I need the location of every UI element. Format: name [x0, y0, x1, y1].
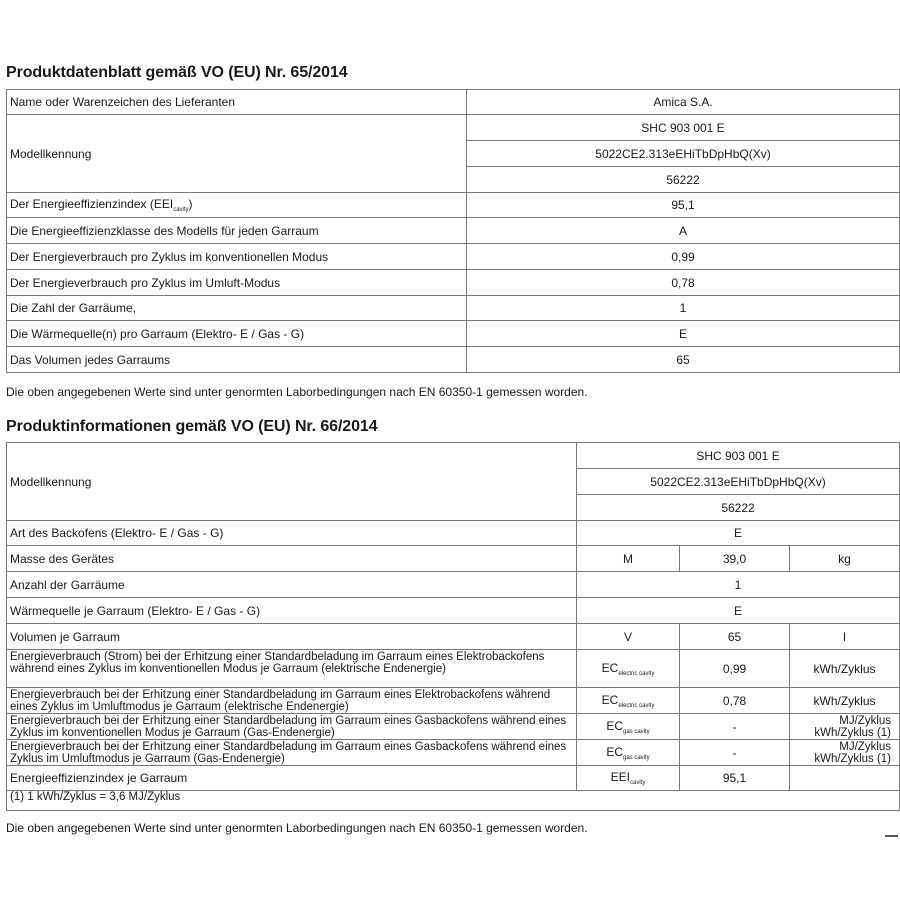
- sheet1-note: Die oben angegebenen Werte sind unter genormten Laborbedingungen nach EN 60350-1 gemessen worden.: [6, 385, 588, 399]
- table-row: [7, 740, 900, 766]
- table-row: [7, 193, 900, 218]
- row-symbol: $EC_{gas cavity}$: [577, 714, 680, 740]
- row-value: 65: [467, 347, 900, 373]
- row-value: Amica S.A.: [467, 90, 900, 115]
- sheet2-table: [6, 442, 900, 811]
- sheet2-note: Die oben angegebenen Werte sind unter genormten Laborbedingungen nach EN 60350-1 gemessen worden.: [6, 821, 588, 835]
- row-value: 0,99: [467, 244, 900, 270]
- row-unit: [790, 766, 900, 791]
- row-label: Name oder Warenzeichen des Lieferanten: [7, 90, 467, 115]
- row-label: Der Energieeffizienzindex $(EEI_{cavity})$: [7, 193, 467, 218]
- table-row: [7, 321, 900, 347]
- row-symbol: $EC_{gas cavity}$: [577, 740, 680, 766]
- row-label: Das Volumen jedes Garraums: [7, 347, 467, 373]
- row-label: Energieverbrauch (Strom) bei der Erhitzung einer Standardbeladung im Garraum eines Elektrobackofens während eines Zyklus im konventionellen Modus je Garraum (elektrische Endenergie): [7, 650, 577, 688]
- row-label: Volumen je Garraum: [7, 624, 577, 650]
- row-label: Die Energieeffizienzklasse des Modells für jeden Garraum: [7, 218, 467, 244]
- row-value: -: [680, 740, 790, 766]
- table-row: [7, 296, 900, 321]
- row-value: 0,78: [467, 270, 900, 296]
- row-label: Modellkennung: [7, 115, 467, 193]
- row-value: 1: [577, 572, 900, 598]
- table-row: [7, 650, 900, 688]
- page-edge-mark: [885, 835, 898, 837]
- row-symbol: $EC_{electric cavity}$: [577, 688, 680, 714]
- row-label: Anzahl der Garräume: [7, 572, 577, 598]
- table-row: [7, 766, 900, 791]
- model-value: 56222: [577, 495, 900, 521]
- row-value: 65: [680, 624, 790, 650]
- row-label: Energieverbrauch bei der Erhitzung einer Standardbeladung im Garraum eines Gasbackofens während eines Zyklus im konventionellen Modus je Garraum (Gas-Endenergie): [7, 714, 577, 740]
- row-value: 95,1: [467, 193, 900, 218]
- table-row: [7, 270, 900, 296]
- table-row: [7, 90, 900, 115]
- table-row: [7, 791, 900, 811]
- row-symbol: $EC_{electric cavity}$: [577, 650, 680, 688]
- row-symbol: V: [577, 624, 680, 650]
- row-unit: kg: [790, 546, 900, 572]
- row-value: 0,99: [680, 650, 790, 688]
- row-symbol: M: [577, 546, 680, 572]
- table-row: [7, 443, 900, 469]
- table-row: [7, 572, 900, 598]
- row-value: E: [577, 521, 900, 546]
- row-label: Energieverbrauch bei der Erhitzung einer Standardbeladung im Garraum eines Gasbackofens während eines Zyklus im Umluftmodus je Garraum (Gas-Endenergie): [7, 740, 577, 766]
- row-label: Die Zahl der Garräume,: [7, 296, 467, 321]
- model-value: 5022CE2.313eEHiTbDpHbQ(Xv): [577, 469, 900, 495]
- model-value: SHC 903 001 E: [467, 115, 900, 141]
- model-value: 56222: [467, 167, 900, 193]
- row-label: Die Wärmequelle(n) pro Garraum (Elektro- E / Gas - G): [7, 321, 467, 347]
- row-value: -: [680, 714, 790, 740]
- table-row: [7, 714, 900, 740]
- row-value: 0,78: [680, 688, 790, 714]
- row-label: Der Energieverbrauch pro Zyklus im Umluft-Modus: [7, 270, 467, 296]
- sheet1-table: [6, 89, 900, 373]
- table-row: [7, 521, 900, 546]
- row-label: Masse des Gerätes: [7, 546, 577, 572]
- row-label: Der Energieverbrauch pro Zyklus im konventionellen Modus: [7, 244, 467, 270]
- row-unit: MJ/Zyklus kWh/Zyklus (1): [790, 714, 900, 740]
- sheet1-title: Produktdatenblatt gemäß VO (EU) Nr. 65/2014: [6, 64, 348, 81]
- table-row: [7, 688, 900, 714]
- row-value: 1: [467, 296, 900, 321]
- table-row: [7, 218, 900, 244]
- row-unit: l: [790, 624, 900, 650]
- table-row: [7, 244, 900, 270]
- row-label: Energieverbrauch bei der Erhitzung einer Standardbeladung im Garraum eines Elektrobackofens während eines Zyklus im Umluftmodus je Garraum (elektrische Endenergie): [7, 688, 577, 714]
- row-label: Art des Backofens (Elektro- E / Gas - G): [7, 521, 577, 546]
- row-value: 39,0: [680, 546, 790, 572]
- row-unit: kWh/Zyklus: [790, 688, 900, 714]
- row-value: A: [467, 218, 900, 244]
- table-row: [7, 546, 900, 572]
- table-row: [7, 347, 900, 373]
- row-value: E: [577, 598, 900, 624]
- row-value: E: [467, 321, 900, 347]
- row-value: 95,1: [680, 766, 790, 791]
- model-value: SHC 903 001 E: [577, 443, 900, 469]
- footnote: (1) 1 kWh/Zyklus = 3,6 MJ/Zyklus: [7, 791, 900, 811]
- table-row: [7, 624, 900, 650]
- model-value: 5022CE2.313eEHiTbDpHbQ(Xv): [467, 141, 900, 167]
- row-unit: kWh/Zyklus: [790, 650, 900, 688]
- table-row: [7, 115, 900, 141]
- row-label: Modellkennung: [7, 443, 577, 521]
- table-row: [7, 598, 900, 624]
- row-label: Energieeffizienzindex je Garraum: [7, 766, 577, 791]
- sheet2-title: Produktinformationen gemäß VO (EU) Nr. 66/2014: [6, 418, 378, 435]
- row-symbol: $EEI_{cavity}$: [577, 766, 680, 791]
- row-unit: MJ/Zyklus kWh/Zyklus (1): [790, 740, 900, 766]
- row-label: Wärmequelle je Garraum (Elektro- E / Gas - G): [7, 598, 577, 624]
